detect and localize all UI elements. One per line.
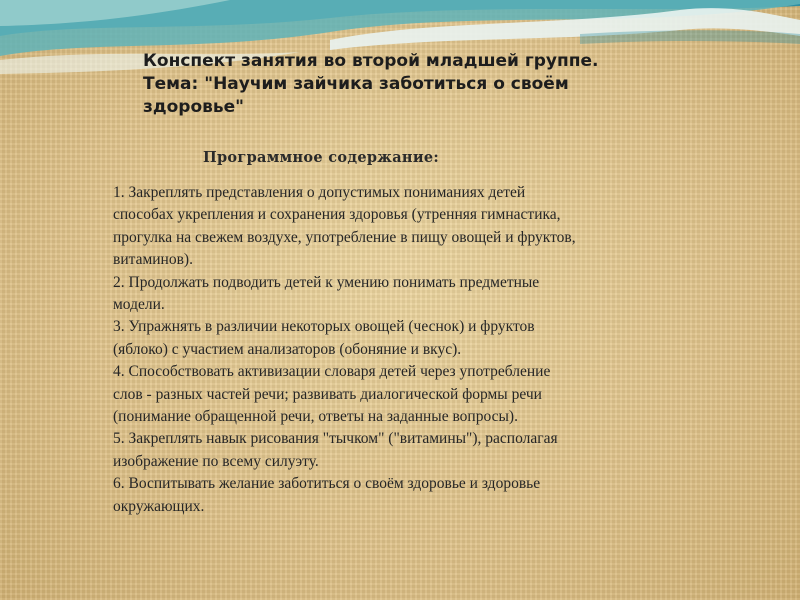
- content-line: 3. Упражнять в различии некоторых овощей (чеснок) и фруктов: [113, 318, 535, 336]
- program-content: [113, 182, 673, 518]
- content-line: 6. Воспитывать желание заботиться о своём здоровье и здоровье: [113, 475, 541, 493]
- slide-title: [143, 50, 743, 119]
- content-line: слов - разных частей речи; развивать диалогической формы речи: [113, 385, 542, 403]
- content-line: (понимание обращенной речи, ответы на заданные вопросы).: [113, 408, 518, 426]
- content-line: 4. Способствовать активизации словаря детей через употребление: [113, 363, 551, 381]
- content-line: модели.: [113, 296, 165, 314]
- title-line: Тема: "Научим зайчика заботиться о своём: [143, 74, 569, 94]
- content-line: витаминов).: [113, 251, 193, 269]
- content-line: 1. Закреплять представления о допустимых пониманиях детей: [113, 184, 526, 201]
- section-heading: Программное содержание:: [203, 149, 440, 166]
- content-line: окружающих.: [113, 497, 205, 515]
- content-line: прогулка на свежем воздухе, употребление в пищу овощей и фруктов,: [113, 228, 576, 246]
- content-line: изображение по всему силуэту.: [113, 452, 319, 470]
- content-line: способах укрепления и сохранения здоровья (утренняя гимнастика,: [113, 206, 561, 224]
- title-line: здоровье": [143, 97, 245, 117]
- content-line: 5. Закреплять навык рисования "тычком" ("витамины"), располагая: [113, 430, 558, 448]
- content-line: (яблоко) с участием анализаторов (обоняние и вкус).: [113, 340, 462, 358]
- title-line: Конспект занятия во второй младшей группе.: [143, 51, 599, 71]
- content-line: 2. Продолжать подводить детей к умению понимать предметные: [113, 273, 540, 291]
